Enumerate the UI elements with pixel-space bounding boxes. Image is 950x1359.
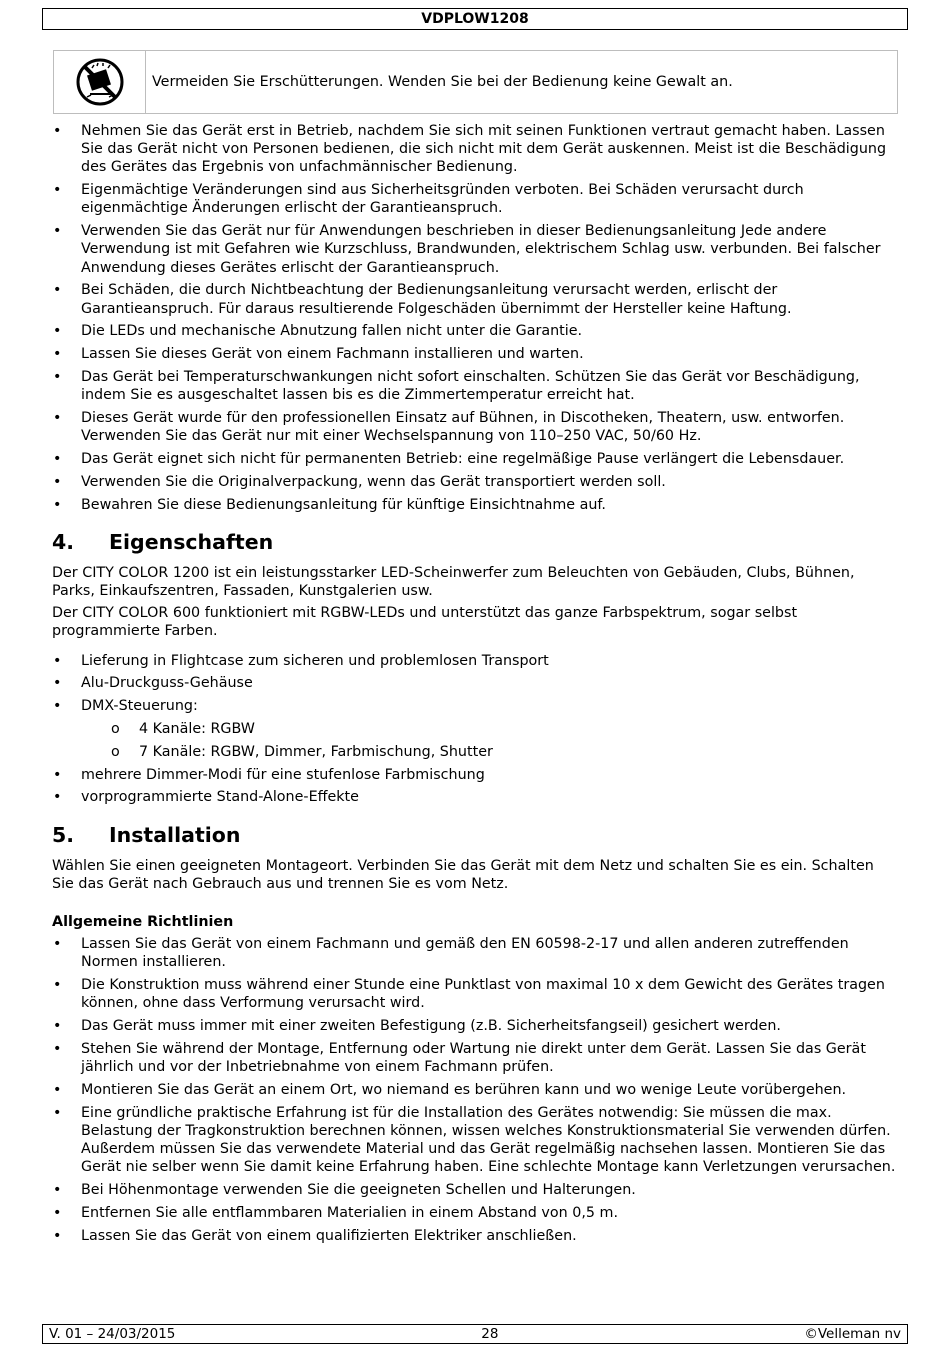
list-item: • Bei Schäden, die durch Nichtbeachtung der Bedienungsanleitung verursacht werden, erlischt der Garantieanspruch. Für daraus resultierende Folgeschäden übernimmt der Hersteller keine Haftung. — [52, 281, 897, 317]
list-item: • Lassen Sie das Gerät von einem qualifizierten Elektriker anschließen. — [52, 1227, 897, 1245]
warning-box — [53, 50, 898, 114]
footer-version: V. 01 – 24/03/2015 — [49, 1326, 176, 1342]
list-item: • Entfernen Sie alle entflammbaren Materialien in einem Abstand von 0,5 m. — [52, 1204, 897, 1222]
list-item: • Die LEDs und mechanische Abnutzung fallen nicht unter die Garantie. — [52, 322, 897, 340]
subheading: Allgemeine Richtlinien — [52, 914, 234, 930]
list-item: • Dieses Gerät wurde für den professionellen Einsatz auf Bühnen, in Discotheken, Theatern, usw. entworfen. Verwenden Sie das Gerät nur mit einer Wechselspannung von 110–250 VAC, 50/60 Hz. — [52, 409, 897, 445]
list-item: • Das Gerät muss immer mit einer zweiten Befestigung (z.B. Sicherheitsfangseil) gesichert werden. — [52, 1017, 897, 1035]
list-item: • Eigenmächtige Veränderungen sind aus Sicherheitsgründen verboten. Bei Schäden verursacht durch eigenmächtige Änderungen erlischt der Garantieanspruch. — [52, 181, 897, 217]
list-item: • mehrere Dimmer-Modi für eine stufenlose Farbmischung — [52, 766, 897, 784]
list-item: • Das Gerät eignet sich nicht für permanenten Betrieb: eine regelmäßige Pause verlängert die Lebensdauer. — [52, 450, 897, 468]
features-list — [52, 652, 897, 807]
list-item: • Alu-Druckguss-Gehäuse — [52, 674, 897, 692]
list-item: • Verwenden Sie das Gerät nur für Anwendungen beschrieben in dieser Bedienungsanleitung Jede andere Verwendung ist mit Gefahren wie Kurzschluss, Brandwunden, elektrischem Schlag usw. verbunden. Bei falscher Anwendung dieses Gerätes erlischt der Garantieanspruch. — [52, 222, 897, 277]
list-item: • Eine gründliche praktische Erfahrung ist für die Installation des Gerätes notwendig: Sie müssen die max. Belastung der Tragkonstruktion berechnen können, wissen welches Konstruktionsmaterial Sie verwenden dürfen. Außerdem müssen Sie das verwendete Material und das Gerät regelmäßig nachsehen lassen. Montieren Sie das Gerät nie selber wenn Sie damit keine Erfahrung haben. Eine schlechte Montage kann Verletzungen verursachen. — [52, 1104, 897, 1177]
no-vibration-icon — [75, 57, 125, 107]
document-title: VDPLOW1208 — [421, 11, 529, 27]
section-number: 5. — [52, 822, 75, 847]
list-item: • Bei Höhenmontage verwenden Sie die geeigneten Schellen und Halterungen. — [52, 1181, 897, 1199]
warning-icon-cell — [54, 51, 146, 113]
safety-list — [52, 122, 897, 514]
list-item: • Nehmen Sie das Gerät erst in Betrieb, nachdem Sie sich mit seinen Funktionen vertraut gemacht haben. Lassen Sie das Gerät nicht von Personen bedienen, die sich nicht mit dem Gerät auskennen. Meist ist die Beschädigung des Gerätes das Ergebnis von unfachmännischer Bedienung. — [52, 122, 897, 177]
paragraph: Der CITY COLOR 1200 ist ein leistungsstarker LED-Scheinwerfer zum Beleuchten von Gebäuden, Clubs, Bühnen, Parks, Einkaufszentren, Fassaden, Kunstgalerien usw. — [52, 564, 855, 599]
page-header — [42, 8, 908, 30]
section-title: Eigenschaften — [109, 529, 274, 554]
section-heading-eigenschaften — [52, 530, 897, 554]
list-item: • Bewahren Sie diese Bedienungsanleitung für künftige Einsichtnahme auf. — [52, 496, 897, 514]
list-item: • Montieren Sie das Gerät an einem Ort, wo niemand es berühren kann und wo wenige Leute vorübergehen. — [52, 1081, 897, 1099]
list-item: • vorprogrammierte Stand-Alone-Effekte — [52, 788, 897, 806]
list-item: • Lassen Sie dieses Gerät von einem Fachmann installieren und warten. — [52, 345, 897, 363]
paragraph: Der CITY COLOR 600 funktioniert mit RGBW-LEDs und unterstützt das ganze Farbspektrum, sogar selbst programmierte Farben. — [52, 605, 798, 640]
page-footer — [42, 1324, 908, 1344]
section-heading-installation — [52, 823, 897, 847]
footer-copyright: ©Velleman nv — [804, 1326, 901, 1342]
section-title: Installation — [109, 822, 241, 847]
list-item: • Lieferung in Flightcase zum sicheren und problemlosen Transport — [52, 652, 897, 670]
guidelines-list — [52, 935, 897, 1245]
page-content — [52, 122, 897, 1250]
list-item: • Die Konstruktion muss während einer Stunde eine Punktlast von maximal 10 x dem Gewicht des Gerätes tragen können, ohne dass Verformung verursacht wird. — [52, 976, 897, 1012]
list-item — [52, 697, 897, 761]
warning-text: Vermeiden Sie Erschütterungen. Wenden Sie bei der Bedienung keine Gewalt an. — [152, 74, 733, 90]
list-item: • Verwenden Sie die Originalverpackung, wenn das Gerät transportiert werden soll. — [52, 473, 897, 491]
list-item: • Stehen Sie während der Montage, Entfernung oder Wartung nie direkt unter dem Gerät. Lassen Sie das Gerät jährlich und vor der Inbetriebnahme von einem Fachmann prüfen. — [52, 1040, 897, 1076]
paragraph: Wählen Sie einen geeigneten Montageort. Verbinden Sie das Gerät mit dem Netz und schalten Sie es ein. Schalten Sie das Gerät nach Gebrauch aus und trennen Sie es vom Netz. — [52, 857, 874, 892]
dmx-sublist — [81, 720, 897, 761]
list-item: • Das Gerät bei Temperaturschwankungen nicht sofort einschalten. Schützen Sie das Gerät vor Beschädigung, indem Sie es ausgeschaltet lassen bis es die Zimmertemperatur erreicht hat. — [52, 368, 897, 404]
footer-page-number: 28 — [481, 1326, 499, 1342]
sub-list-item: o 4 Kanäle: RGBW — [81, 720, 897, 738]
list-item: • Lassen Sie das Gerät von einem Fachmann und gemäß den EN 60598-2-17 und allen anderen zutreffenden Normen installieren. — [52, 935, 897, 971]
section-number: 4. — [52, 529, 75, 554]
list-item-label: DMX-Steuerung: — [81, 698, 198, 715]
sub-list-item: o 7 Kanäle: RGBW, Dimmer, Farbmischung, Shutter — [81, 743, 897, 761]
